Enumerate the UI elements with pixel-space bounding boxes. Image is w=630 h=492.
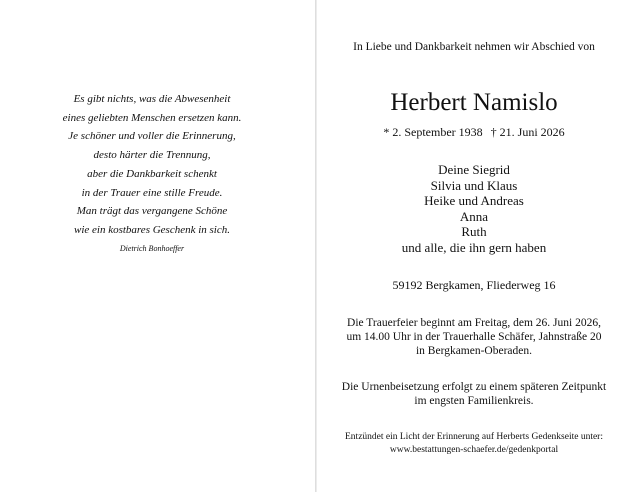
quote-line: Man trägt das vergangene Schöne [76, 205, 228, 218]
life-dates [318, 125, 630, 139]
urn-line: im engsten Familienkreis. [414, 395, 534, 407]
bonhoeffer-quote [18, 90, 286, 255]
mourner: Ruth [461, 224, 487, 240]
death-date: † 21. Juni 2026 [490, 125, 565, 139]
quote-line: in der Trauer eine stille Freude. [81, 186, 223, 199]
mourner: Silvia und Klaus [430, 177, 518, 193]
quote-line: Es gibt nichts, was die Abwesenheit [73, 93, 231, 105]
quote-line: wie ein kostbares Geschenk in sich. [74, 223, 230, 236]
mourner: Heike und Andreas [424, 193, 524, 209]
service-line: um 14.00 Uhr in der Trauerhalle Schäfer, Jahnstraße 20 [346, 331, 602, 344]
service-line: Die Trauerfeier beginnt am Freitag, dem 26. Juni 2026, [347, 317, 601, 329]
mourner: und alle, die ihn gern haben [401, 239, 547, 255]
birth-date: * 2. September 1938 [383, 125, 483, 139]
memorial-url[interactable]: www.bestattungen-schaefer.de/gedenkportal [389, 444, 559, 455]
family-address: 59192 Bergkamen, Fliederweg 16 [392, 278, 556, 292]
mourner: Anna [459, 208, 489, 224]
quote-author: Dietrich Bonhoeffer [119, 243, 185, 253]
intro-text: In Liebe und Dankbarkeit nehmen wir Abschied von [353, 41, 595, 53]
quote-line: Je schöner und voller die Erinnerung, [68, 130, 236, 143]
memorial-page-info [318, 431, 630, 456]
quote-line: eines geliebten Menschen ersetzen kann. [62, 111, 242, 124]
funeral-service-info [318, 316, 630, 359]
urn-line: Die Urnenbeisetzung erfolgt zu einem späteren Zeitpunkt [341, 381, 607, 393]
mourners-list [318, 162, 630, 256]
quote-line: aber die Dankbarkeit schenkt [87, 167, 217, 180]
service-line: in Bergkamen-Oberaden. [415, 345, 533, 358]
card-fold [315, 0, 317, 492]
right-page [318, 0, 630, 492]
memorial-line: Entzündet ein Licht der Erinnerung auf Herberts Gedenkseite unter: [345, 432, 603, 442]
urn-burial-info [318, 380, 630, 408]
mourner: Deine Siegrid [438, 162, 510, 177]
quote-line: desto härter die Trennung, [93, 149, 211, 162]
deceased-name: Herbert Namislo [390, 89, 558, 116]
